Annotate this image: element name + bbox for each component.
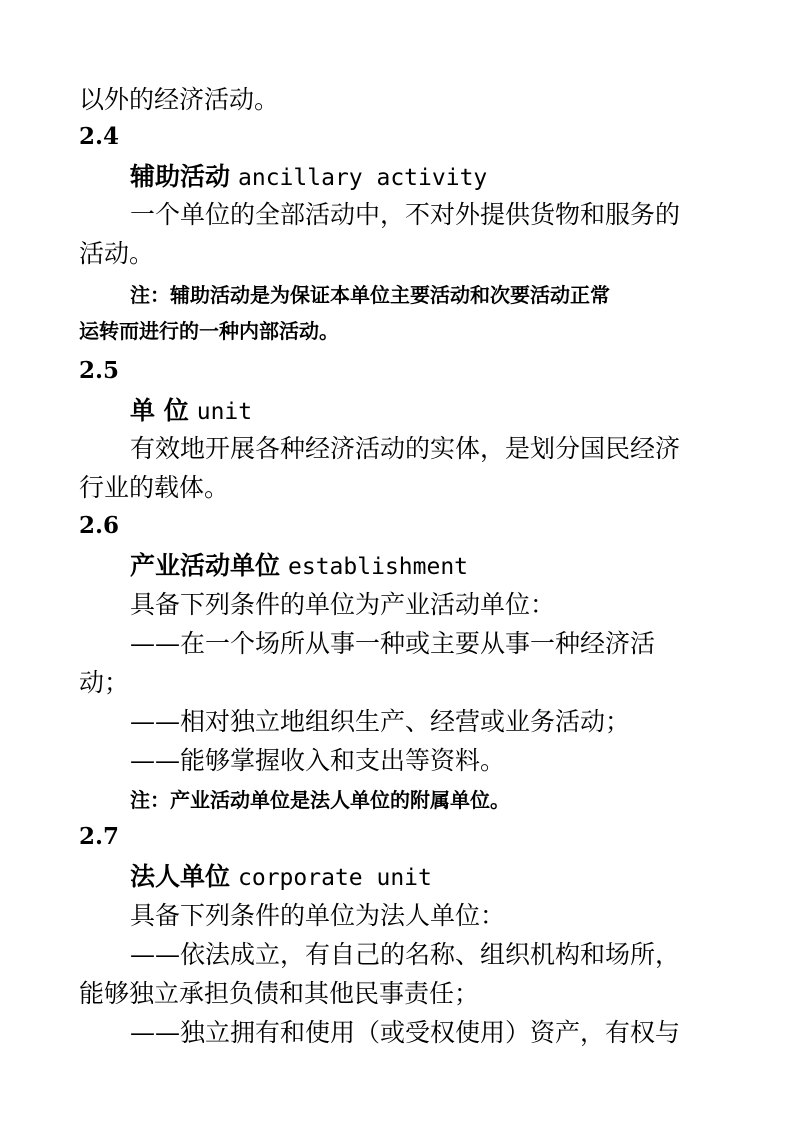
term-heading-2-6 <box>130 549 790 584</box>
note-line: 注：辅助活动是为保证本单位主要活动和次要活动正常 <box>130 283 610 307</box>
term-english: ancillary activity <box>238 165 488 191</box>
term-chinese: 辅助活动 <box>130 162 231 191</box>
paragraph-continuation: 以外的经济活动。 <box>79 85 280 114</box>
term-chinese: 单 位 <box>130 396 189 425</box>
definition-line: 活动。 <box>79 239 155 268</box>
definition-line: 有效地开展各种经济活动的实体，是划分国民经济 <box>130 434 681 463</box>
definition-line: 一个单位的全部活动中，不对外提供货物和服务的 <box>130 200 681 229</box>
section-number-2-7: 2.7 <box>79 823 120 850</box>
list-item: ——能够掌握收入和支出等资料。 <box>130 746 506 775</box>
term-english: establishment <box>288 554 469 580</box>
term-english: unit <box>196 399 253 425</box>
section-number-2-5: 2.5 <box>79 357 120 384</box>
definition-line: 具备下列条件的单位为产业活动单位： <box>130 590 556 619</box>
term-heading-2-7 <box>130 860 790 895</box>
term-chinese: 法人单位 <box>130 862 231 891</box>
term-heading-2-4 <box>130 160 790 195</box>
term-chinese: 产业活动单位 <box>130 551 281 580</box>
term-english: corporate unit <box>238 865 432 891</box>
note-line: 注：产业活动单位是法人单位的附属单位。 <box>130 788 510 812</box>
list-item-continuation: 动； <box>79 668 130 697</box>
list-item: ——相对独立地组织生产、经营或业务活动； <box>130 707 631 736</box>
list-item-continuation: 能够独立承担负债和其他民事责任； <box>79 979 480 1008</box>
section-number-2-6: 2.6 <box>79 512 120 539</box>
list-item: ——依法成立，有自己的名称、组织机构和场所， <box>130 940 681 969</box>
definition-line: 行业的载体。 <box>79 473 230 502</box>
term-heading-2-5 <box>130 394 790 429</box>
note-line: 运转而进行的一种内部活动。 <box>79 319 339 343</box>
section-number-2-4: 2.4 <box>79 123 120 150</box>
definition-line: 具备下列条件的单位为法人单位： <box>130 901 506 930</box>
list-item: ——独立拥有和使用（或受权使用）资产，有权与 <box>130 1018 681 1047</box>
list-item: ——在一个场所从事一种或主要从事一种经济活 <box>130 629 656 658</box>
